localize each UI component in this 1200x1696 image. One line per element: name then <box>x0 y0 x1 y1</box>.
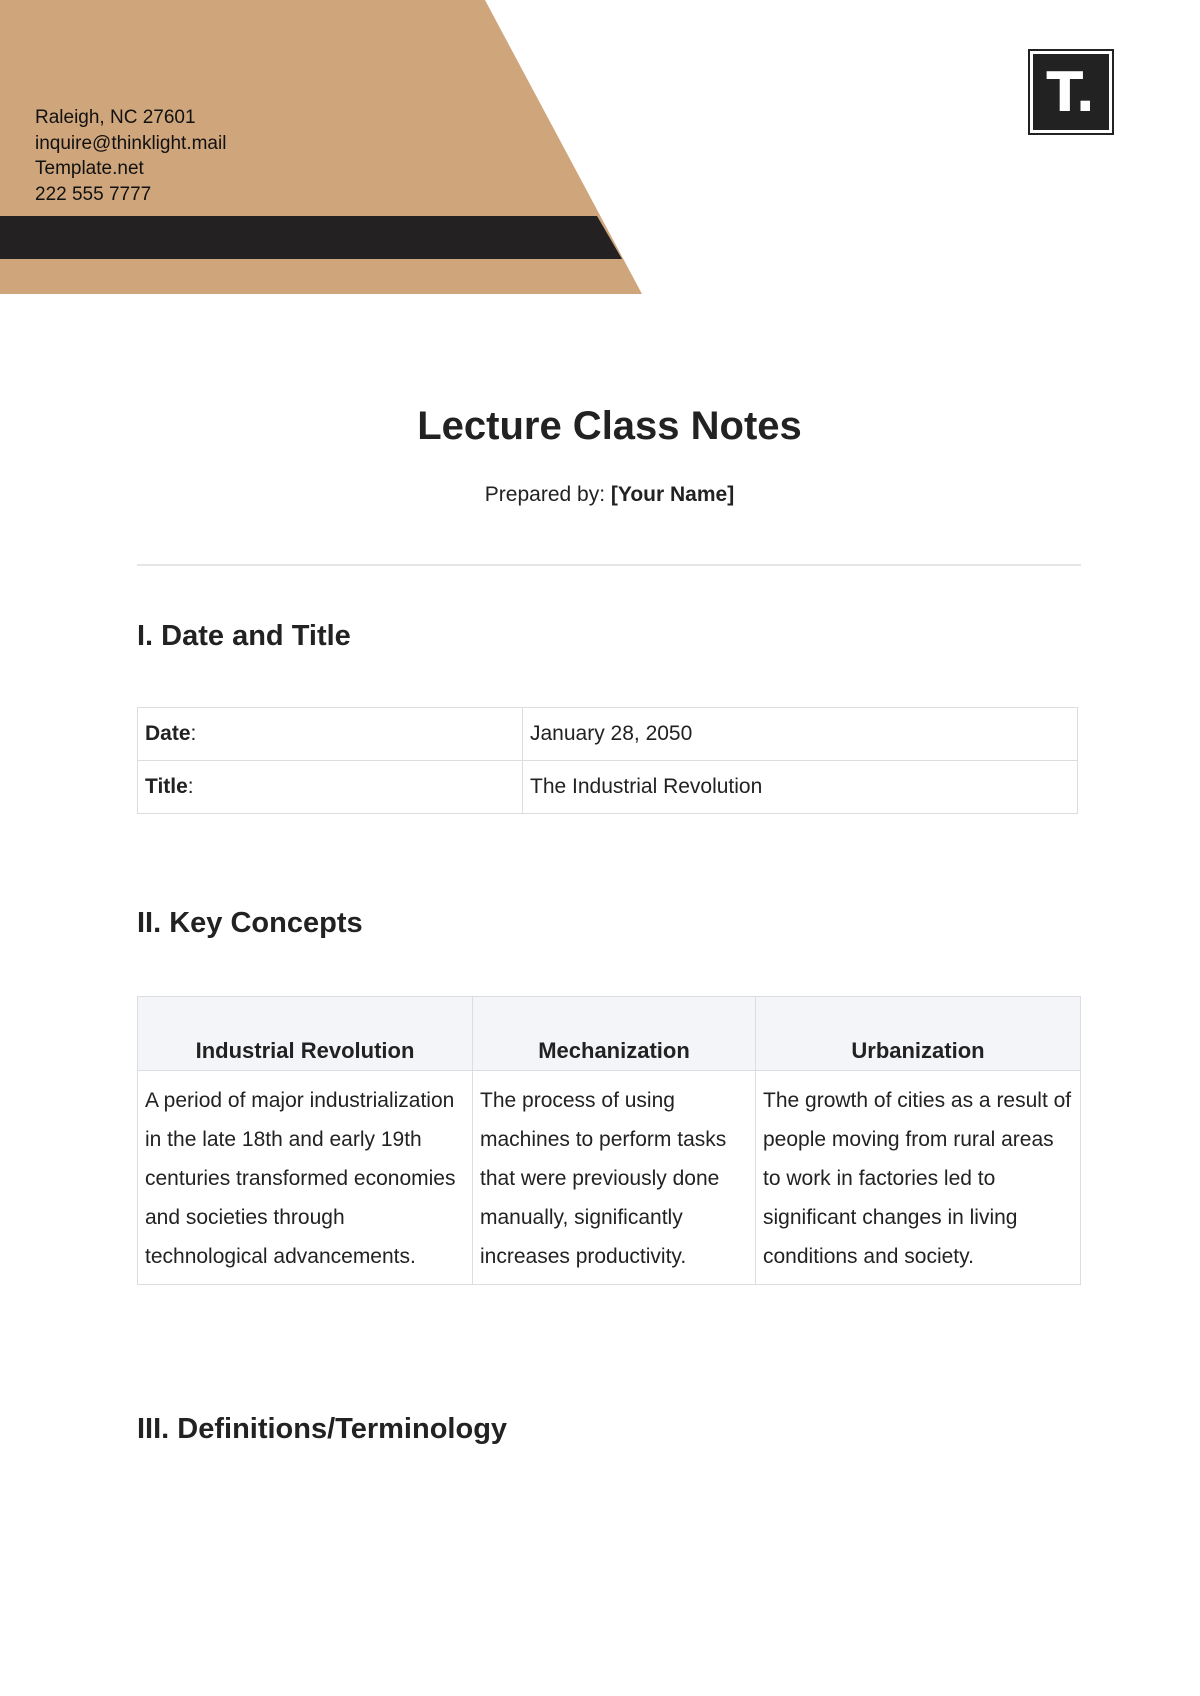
section-heading-date-title: I. Date and Title <box>137 620 351 652</box>
table-cell: A period of major industrialization in the late 18th and early 19th centuries transformed economies and societies through technological advancements. <box>138 1071 473 1285</box>
date-label: Date <box>145 722 191 745</box>
table-row <box>138 1071 1081 1285</box>
key-concepts-table <box>137 996 1081 1285</box>
column-header: Mechanization <box>473 997 756 1071</box>
prepared-by <box>0 483 1200 507</box>
section-heading-key-concepts: II. Key Concepts <box>137 907 363 939</box>
column-header: Industrial Revolution <box>138 997 473 1071</box>
prepared-name: [Your Name] <box>610 483 735 506</box>
contact-phone: 222 555 7777 <box>35 183 152 205</box>
column-header: Urbanization <box>756 997 1081 1071</box>
title-value: The Industrial Revolution <box>523 761 1078 814</box>
logo <box>1028 49 1114 135</box>
page-title: Lecture Class Notes <box>417 404 802 448</box>
table-cell: The growth of cities as a result of people moving from rural areas to work in factories led to significant changes in living conditions and society. <box>756 1071 1081 1285</box>
title-label: Title <box>145 775 188 798</box>
date-value: January 28, 2050 <box>523 708 1078 761</box>
table-header-row <box>138 997 1081 1071</box>
divider <box>137 564 1081 566</box>
prepared-label: Prepared by: <box>484 483 606 506</box>
contact-website: Template.net <box>35 158 144 179</box>
table-cell: The process of using machines to perform tasks that were previously done manually, significantly increases productivity. <box>473 1071 756 1285</box>
contact-address: Raleigh, NC 27601 <box>35 107 196 128</box>
section-heading-definitions: III. Definitions/Terminology <box>137 1413 508 1445</box>
date-title-table <box>137 707 1078 814</box>
contact-info <box>35 105 226 207</box>
logo-mark: T. <box>1033 54 1109 130</box>
table-row: Date: January 28, 2050 <box>138 708 1078 761</box>
contact-email: inquire@thinklight.mail <box>35 132 227 154</box>
table-row: Title: The Industrial Revolution <box>138 761 1078 814</box>
